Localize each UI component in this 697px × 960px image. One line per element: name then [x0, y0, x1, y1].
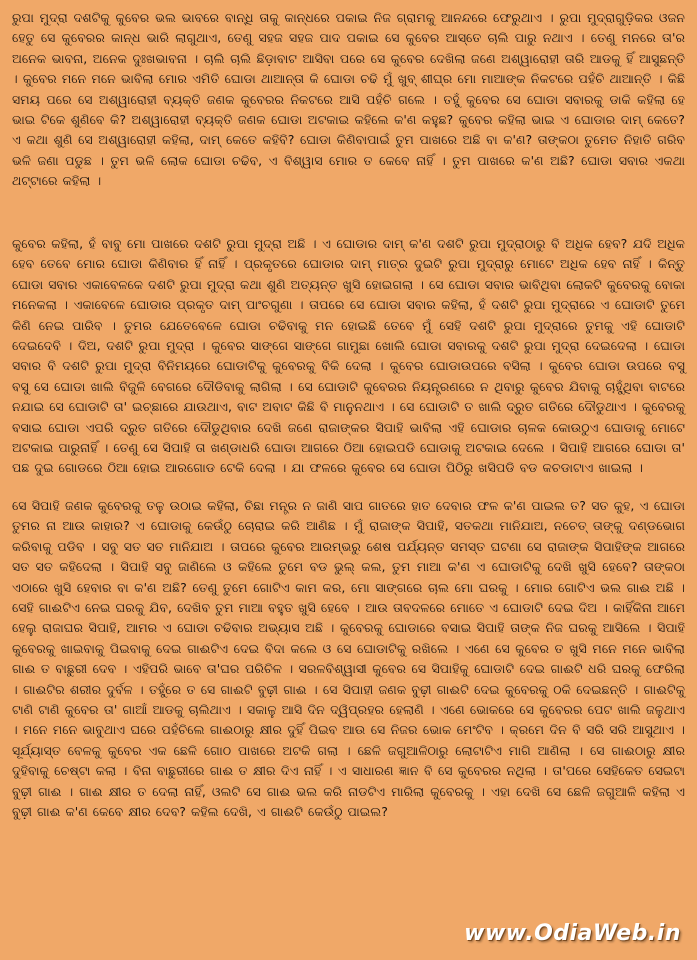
site-watermark: www.OdiaWeb.in [464, 921, 681, 946]
story-paragraph-2: କୁବେର କହିଲା, ହଁ ବାବୁ ମୋ ପାଖରେ ଦଶଟି ରୁପା ମୁଦ୍ରା ଅଛି । ଏ ଘୋଡାର ଦାମ୍ କ'ଣ ଦଶଟି ରୁପା ମୁଦ୍ରାଠାରୁ ବି ଅଧିକ ହେବ? ଯଦି ଅଧିକ ହେବ ତେବେ ମୋର ଘୋଡା କିଣିବାର ହିଁ ନାହିଁ । ପ୍ରକୃତରେ ଘୋଡାର ଦାମ୍ ମାତ୍ର ଦୁଇଟି ରୁପା ମୁଦ୍ରାରୁ ମୋଟେ ଅଧିକ ହେବ ନାହିଁ । କିନ୍ତୁ ଘୋଡା ସବାର ଏକାବେଳକେ ଦଶଟି ରୁପା ମୁଦ୍ରା କଥା ଶୁଣି ଅତ୍ୟନ୍ତ ଖୁସି ହୋଇଗଲା । ସେ ଘୋଡା ସବାର ଭାବିଥିବା ଲୋକଟି କୁବେରକୁ ବୋକା ମନେକଲା । ଏକାବେଳେ ଘୋଡାର ପ୍ରକୃତ ଦାମ୍ ପାଂଚଗୁଣା । ତାପରେ ସେ ଘୋଡା ସବାର କହିଲା, ହଁ ଦଶଟି ରୁପା ମୁଦ୍ରାରେ ଏ ଘୋଡାଟି ତୁମେ କିଣି ନେଇ ପାରିବ । ତୁମର ଯେତେବେଳେ ଘୋଡା ଚଢିବାକୁ ମନ ହୋଇଛି ତେବେ ମୁଁ ସେହି ଦଶଟି ରୁପା ମୁଦ୍ରାରେ ତୁମକୁ ଏହି ଘୋଡାଟି ଦେଇଦେବି । ଦିଅ, ଦଶଟି ରୁପା ମୁଦ୍ରା । କୁବେର ସାଙ୍ଗେ ସାଙ୍ଗେ ଗାମୁଛା ଖୋଲି ଘୋଡା ସବାରକୁ ଦଶଟି ରୁପା ମୁଦ୍ରା ଦେଇଦେଲା । ଘୋଡା ସବାର ବି ଦଶଟି ରୁପା ମୁଦ୍ରା ବିନିମୟରେ ଘୋଡାଟିକୁ କୁବେରକୁ ବିକି ଦେଲା । କୁବେର ଘୋଡାଉପରେ ବସିଲା । କୁବେର ଘୋଡା ଉପରେ ବସୁ ବସୁ ସେ ଘୋଡା ଖାଲି ବିଜୁଳି ବେଗରେ ଦୌଡିବାକୁ ଲାଗିଲା । ସେ ଘୋଡାଟି କୁବେରର ନିୟନ୍ତ୍ରଣରେ ନ ଥିବାରୁ କୁବେର ଯିବାକୁ ଚାହୁଁଥିବା ବାଟରେ ନଯାଇ ସେ ଘୋଡାଟି ତା' ଇଚ୍ଛାରେ ଯାଉଥାଏ, ବାଟ ଅବାଟ କିଛି ବି ମାନୁନଥାଏ । ସେ ଘୋଡାଟି ତ ଖାଲି ଦ୍ରୁତ ଗତିରେ ଦୌଡୁଥାଏ । କୁବେରକୁ ବସାଇ ଘୋଡା ଏପରି ଦ୍ରୁତ ଗତିରେ ଦୌଡୁଥିବାର ଦେଖି ଜଣେ ରାଜାଙ୍କର ସିପାହି ଭାବିଲା ଏହି ଘୋଡାର ଚାଳକ କୋଉଠୁଏ ଘୋଡାକୁ ମୋଟେ ଅଟକାଇ ପାରୁନାହିଁ । ତେଣୁ ସେ ସିପାହି ତା ଖଣ୍ଡାଧରି ଘୋଡା ଆଗରେ ଠିଆ ହୋଇପଡି ଘୋଡାକୁ ଅଟକାଇ ଦେଲେ । ସିପାହି ଆଗରେ ଘୋଡା ତା' ପଛ ଦୁଇ ଗୋଡରେ ଠିଆ ହୋଇ ଆରଗୋଡ ଟେକି ଦେଲା । ଯା ଫଳରେ କୁବେର ସେ ଘୋଡା ପିଠିରୁ ଖସିପଡି ବଡ କଚଡାଟାଏ ଖାଇଲା । [12, 236, 685, 476]
story-paragraph-1: ରୁପା ମୁଦ୍ରା ଦଶଟିକୁ କୁବେର ଭଲ ଭାବରେ ବାନ୍ଧି ତାକୁ କାନ୍ଧରେ ପକାଇ ନିଜ ଗ୍ରାମକୁ ଆନନ୍ଦରେ ଫେରୁଥାଏ । ରୁପା ମୁଦ୍ରାଗୁଡ଼ିକର ଓଜନ ହେତୁ ସେ କୁବେରର କାନ୍ଧ ଭାରି ଲାଗୁଥାଏ, ତେଣୁ ସହଜ ସହଜ ପାଦ ପକାଇ ସେ କୁବେର ଆସ୍ତେ ଚାଲି ପାରୁ ନଥାଏ । ତେଣୁ ମନରେ ତା'ର ଅନେକ ଭାବନା, ଅନେକ ଦୁଃଖଭାବନା । ଚାଲି ଚାଲି ଛିଡ଼ାବାଟ ଆସିବା ପରେ ସେ କୁବେର ଦେଖିଲା ଜଣେ ଅଶ୍ୱାରୋହୀ ତାରି ଆଡକୁ ହିଁ ଆସୁଛନ୍ତି । କୁବେର ମନେ ମନେ ଭାବିଲା ମୋର ଏମିତି ଘୋଡା ଥାଆନ୍ତା କି ଘୋଡା ଚଢି ମୁଁ ଖୁବ୍ ଶୀଘ୍ର ମୋ ମାଆଙ୍କ ନିକଟରେ ପହଁଚି ଥାଆନ୍ତି । କିଛି ସମୟ ପରେ ସେ ଅଶ୍ୱାରୋହୀ ବ୍ୟକ୍ତି ଜଣକ କୁବେରର ନିକଟରେ ଆସି ପହଁଚି ଗଲେ । ତହୁଁ କୁବେର ସେ ଘୋଡା ସବାରକୁ ଡାକି କହିଲା ହେ ଭାଇ ଟିକେ ଶୁଣିବେ କି? ଅଶ୍ୱାରୋହୀ ବ୍ୟକ୍ତି ଜଣକ ଘୋଡା ଅଟକାଇ କହିଲେ କ'ଣ କହୁଛ? କୁବେର କହିଲା ଭାଇ ଏ ଘୋଡାର ଦାମ୍ କେତେ? ଏ କଥା ଶୁଣି ସେ ଅଶ୍ୱାରୋହୀ କହିଲା, ଦାମ୍ କେତେ କହିବି? ଘୋଡା କିଣିବାପାଇଁ ତୁମ ପାଖରେ ଅଛି ବା କ'ଣ? ତାଙ୍କଠା ତୁମେତ ନିହାତି ଗରିବ ଭଳି ଜଣା ପଡୁଛ । ତୁମ ଭଳି ଲୋକ ଘୋଡା ଚଢିବ, ଏ ବିଶ୍ୱାସ ମୋର ତ କେବେ ନାହିଁ । ତୁମ ପାଖରେ କ'ଣ ଅଛି? ଘୋଡା ସବାର ଏକଥା ଥଟ୍ଟାରେ କହିଲା । [12, 10, 685, 189]
story-paragraph-3: ସେ ସିପାହି ଜଣକ କୁବେରକୁ ତଳୁ ଉଠାଇ କହିଲା, ଚିଛା ମନ୍ତ୍ର ନ ଜାଣି ସାପ ଗାତରେ ହାତ ଦେବାର ଫଳ କ'ଣ ପାଇଲ ତ? ସତ କୁହ, ଏ ଘୋଡା ତୁମର ନା ଆଉ କାହାର? ଏ ଘୋଡାକୁ କେଉଁଠୁ ଚୋରାଇ କରି ଆଣିଛ । ମୁଁ ରାଜାଙ୍କ ସିପାହି, ସତକଥା ମାନିଯାଅ, ନଚେତ୍ ତାଙ୍କୁ ଦଣ୍ଡଭୋଗ କରିବାକୁ ପଡିବ । ସବୁ ସତ ସତ ମାନିଯାଅ । ତାପରେ କୁବେର ଆରମ୍ଭରୁ ଶେଷ ପର୍ଯ୍ୟନ୍ତ ସମସ୍ତ ଘଟଣା ସେ ରାଜାଙ୍କ ସିପାହିଙ୍କ ଆଗରେ ସତ ସତ କହିଦେଲା । ସିପାହି ସବୁ ଜାଣିଲେ ଓ କହିଲେ ତୁମେ ବଡ ଭୁଲ୍ କଲ, ତୁମ ମାଆ କ'ଣ ଏ ଘୋଡାଟିକୁ ଦେଖି ଖୁସି ହେବେ? ତାଙ୍କଠା ଏଠାରେ ଖୁସି ହେବାର ବା କ'ଣ ଅଛି? ତେଣୁ ତୁମେ ଗୋଟିଏ କାମ କର, ମୋ ସାଙ୍ଗରେ ଚାଲ ମୋ ଘରକୁ । ମୋର ଗୋଟିଏ ଭଲ ଗାଈ ଅଛି । ସେହି ଗାଈଟିଏ ନେଇ ଘରକୁ ଯିବ, ଦେଖିବ ତୁମ ମାଆ ବହୁତ ଖୁସି ହେବେ । ଆଉ ତାବଦଳରେ ମୋତେ ଏ ଘୋଡାଟି ଦେଇ ଦିଅ । କାହିଁକିନା ଆମେ ହେଲୁ ରାଜାଘର ସିପାହି, ଆମର ଏ ଘୋଡା ଚଢିବାର ଅଭ୍ୟାସ ଅଛି । କୁବେରକୁ ଘୋଡାରେ ବସାଇ ସିପାହି ତାଙ୍କ ନିଜ ଘରକୁ ଆସିଲେ । ସିପାହି କୁବେରକୁ ଖାଇବାକୁ ପିଇବାକୁ ଦେଇ ଗାଈଟିଏ ଦେଇ ବିଦା କଲେ ଓ ସେ ଘୋଡାଟିକୁ ରଖିଲେ । ଏଣେ ସେ କୁବେର ତ ଖୁସି ମନେ ମନେ ଭାବିଲା ଗାଈ ତ ବାଛୁରୀ ଦେବ । ଏହିପରି ଭାବେ ତା'ଘର ପରିଚିଳ । ସରଳବିଶ୍ୱାସୀ କୁବେର ସେ ସିପାହିକୁ ଘୋଡାଟି ଦେଇ ଗାଈଟି ଧରି ଘରକୁ ଫେରିଲା । ଗାଈଟିର ଶରୀର ଦୁର୍ବଳ । ତହୁଁରେ ତ ସେ ଗାଈଟି ବୁଢ଼ୀ ଗାଈ । ସେ ସିପାହୀ ଜଣକ ବୁଢ଼ୀ ଗାଈଟି ଦେଇ କୁବେରକୁ ଠକି ଦେଇଛନ୍ତି । ଗାଈଟିକୁ ଟାଣି ଟାଣି କୁବେର ତା' ଗାଆଁ ଆଡକୁ ଚାଲିଥାଏ । ସକାଳୁ ଆସି ଦିନ ଦ୍ୱିପ୍ରହର ହେଲାଣି । ଏଣେ ଭୋକରେ ସେ କୁବେରର ପେଟ ଖାଲି ଜଳୁଥାଏ । ମନେ ମନେ ଭାବୁଥାଏ ଘରେ ପହଁଚିଲେ ଗାଈଠାରୁ କ୍ଷୀର ଦୁହିଁ ପିଇବ ଆଉ ସେ ନିଜର ଭୋକ ମେଂଟିବ । କ୍ରମେ ଦିନ ବି ସରି ସରି ଆସୁଥାଏ । ସୂର୍ଯ୍ୟାସ୍ତ ବେଳକୁ କୁବେର ଏକ ଛେଳି ଗୋଠ ପାଖରେ ଅଟକି ଗଲା । ଛେଳି ଜଗୁଆଳିଠାରୁ ଲୋଟାଟିଏ ମାଗି ଆଣିଲା । ସେ ଗାଈଠାରୁ କ୍ଷୀର ଦୁହିବାକୁ ଚେଷ୍ଟା କଲା । ବିନା ବାଛୁରୀରେ ଗାଈ ତ କ୍ଷୀର ଦିଏ ନାହିଁ । ଏ ସାଧାରଣ ଜ୍ଞାନ ବି ସେ କୁବେରର ନଥିଲା । ତା'ପରେ ସେହିକେତ ସେଇଟା ବୁଢ଼ୀ ଗାଈ । ଗାଈ କ୍ଷୀର ତ ଦେଲା ନାହିଁ, ଓଲଟି ସେ ଗାଈ ଭଲ କରି ନାଡଟିଏ ମାରିଲା କୁବେରକୁ । ଏହା ଦେଖି ସେ ଛେଳି ଜଗୁଆଳି କହିଲା ଏ ବୁଢ଼ୀ ଗାଈ କ'ଣ କେବେ କ୍ଷୀର ଦେବ? କହିଲ ଦେଖି, ଏ ଗାଈଟି କେଉଁଠୁ ପାଇଲ? [12, 498, 685, 820]
